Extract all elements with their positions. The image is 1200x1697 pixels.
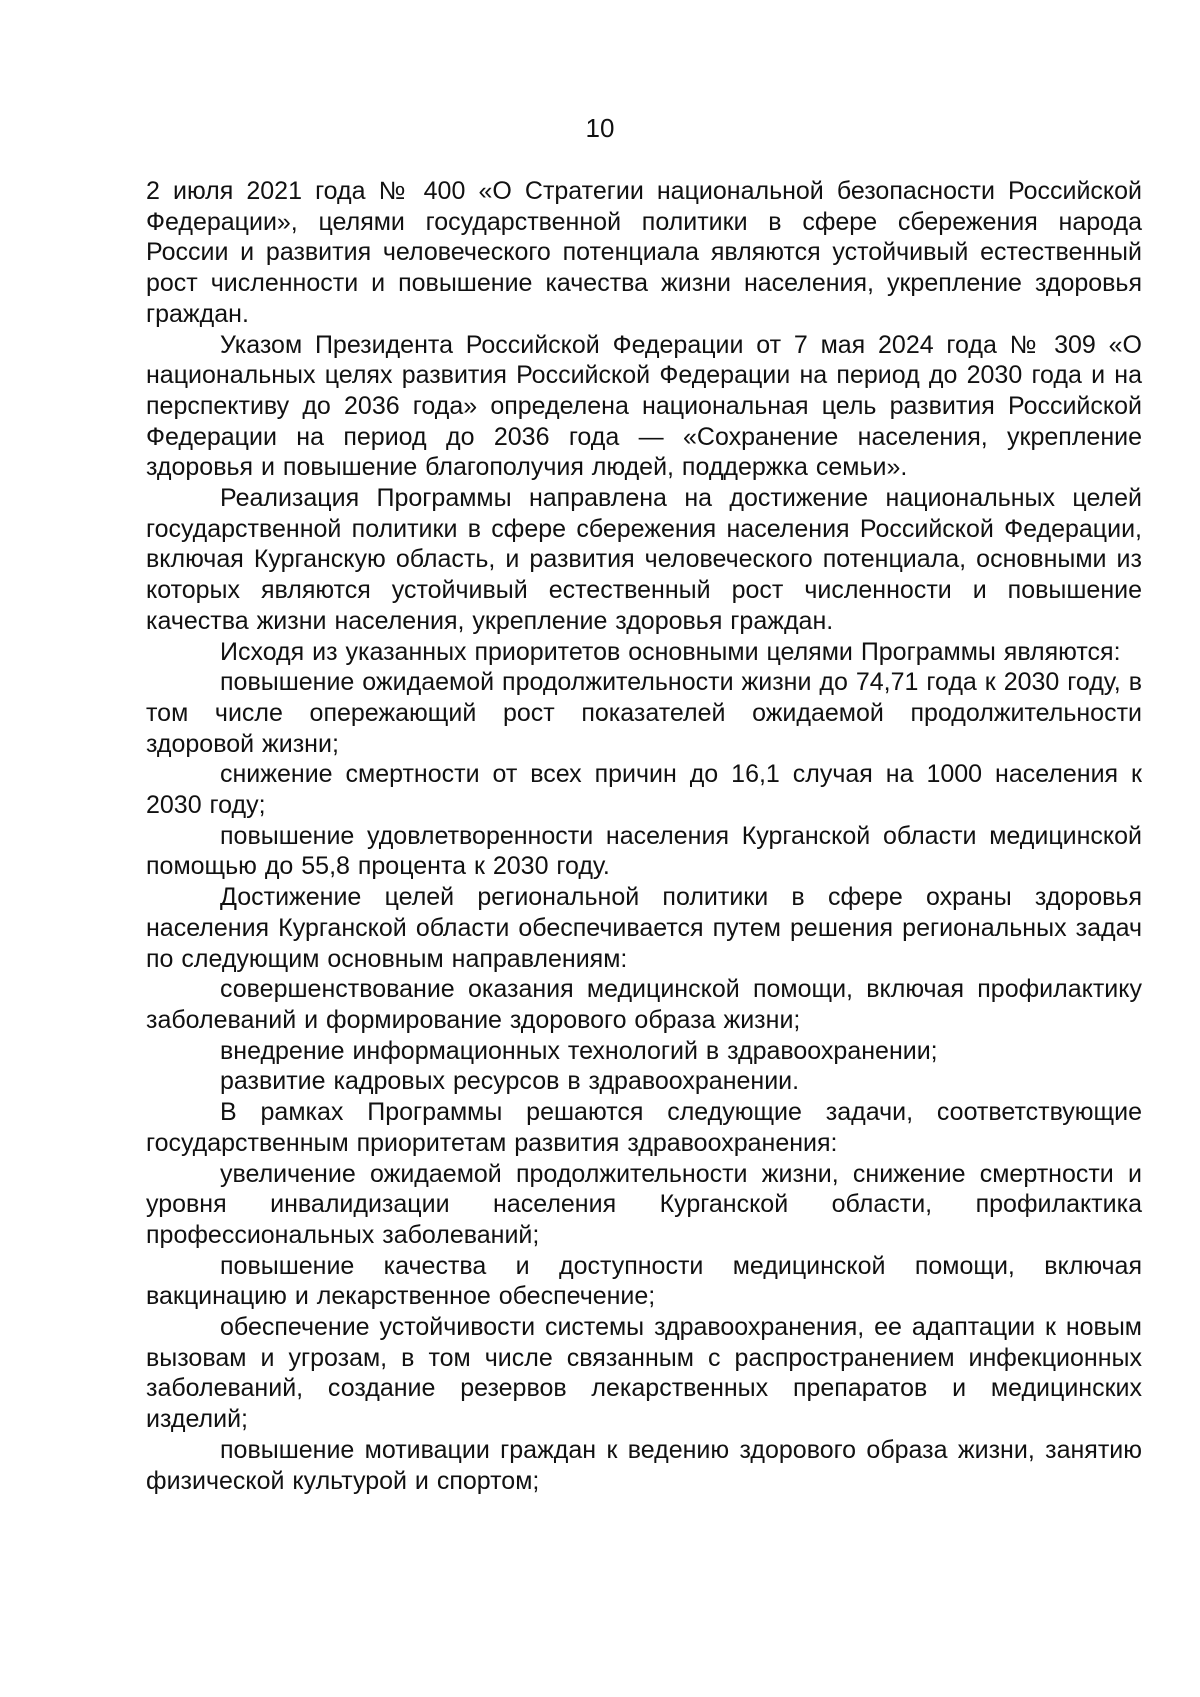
list-item-task-life-expectancy: увеличение ожидаемой продолжительности жизни, снижение смертности и уровня инвалидизации населения Курганской области, профилактика профессиональных заболеваний;: [146, 1159, 1142, 1249]
page-number: 10: [585, 113, 615, 143]
paragraph-presidential-decree: Указом Президента Российской Федерации от 7 мая 2024 года № 309 «О национальных целях развития Российской Федерации на период до 2030 года и на перспективу до 2036 года» определена национальная цель развития Российской Федерации на период до 2036 года — «Сохранение населения, укрепление здоровья и повышение благополучия людей, поддержка семьи».: [146, 330, 1142, 482]
list-item-goal-satisfaction: повышение удовлетворенности населения Курганской области медицинской помощью до 55,8 процента к 2030 году.: [146, 821, 1142, 881]
list-item-task-quality-access: повышение качества и доступности медицинской помощи, включая вакцинацию и лекарственное обеспечение;: [146, 1251, 1142, 1311]
paragraph-regional-directions-intro: Достижение целей региональной политики в сфере охраны здоровья населения Курганской области обеспечивается путем решения региональных задач по следующим основным направлениям:: [146, 883, 1142, 973]
document-body: [146, 176, 1142, 1496]
paragraph-tasks-intro: В рамках Программы решаются следующие задачи, соответствующие государственным приоритетам развития здравоохранения:: [146, 1098, 1142, 1157]
paragraph-strategy-continuation: 2 июля 2021 года № 400 «О Стратегии национальной безопасности Российской Федерации», целями государственной политики в сфере сбережения народа России и развития человеческого потенциала являются устойчивый естественный рост численности и повышение качества жизни населения, укрепление здоровья граждан.: [146, 177, 1142, 328]
paragraph-program-goals-intro: Исходя из указанных приоритетов основными целями Программы являются:: [220, 637, 1121, 666]
list-item-goal-mortality: снижение смертности от всех причин до 16,1 случая на 1000 населения к 2030 году;: [146, 760, 1142, 820]
list-item-task-resilience: обеспечение устойчивости системы здравоохранения, ее адаптации к новым вызовам и угрозам, в том числе связанным с распространением инфекционных заболеваний, создание резервов лекарственных препаратов и медицинских изделий;: [146, 1313, 1142, 1434]
list-item-direction-it: внедрение информационных технологий в здравоохранении;: [220, 1036, 938, 1065]
list-item-goal-life-expectancy: повышение ожидаемой продолжительности жизни до 74,71 года к 2030 году, в том числе опережающий рост показателей ожидаемой продолжительности здоровой жизни;: [146, 668, 1142, 758]
paragraph-program-implementation: Реализация Программы направлена на достижение национальных целей государственной политики в сфере сбережения населения Российской Федерации, включая Курганскую область, и развития человеческого потенциала, основными из которых являются устойчивый естественный рост численности и повышение качества жизни населения, укрепление здоровья граждан.: [146, 484, 1142, 635]
list-item-direction-personnel: развитие кадровых ресурсов в здравоохранении.: [220, 1067, 800, 1096]
list-item-direction-medical-care: совершенствование оказания медицинской помощи, включая профилактику заболеваний и формирование здорового образа жизни;: [146, 975, 1142, 1034]
list-item-task-healthy-lifestyle: повышение мотивации граждан к ведению здорового образа жизни, занятию физической культурой и спортом;: [146, 1435, 1142, 1495]
